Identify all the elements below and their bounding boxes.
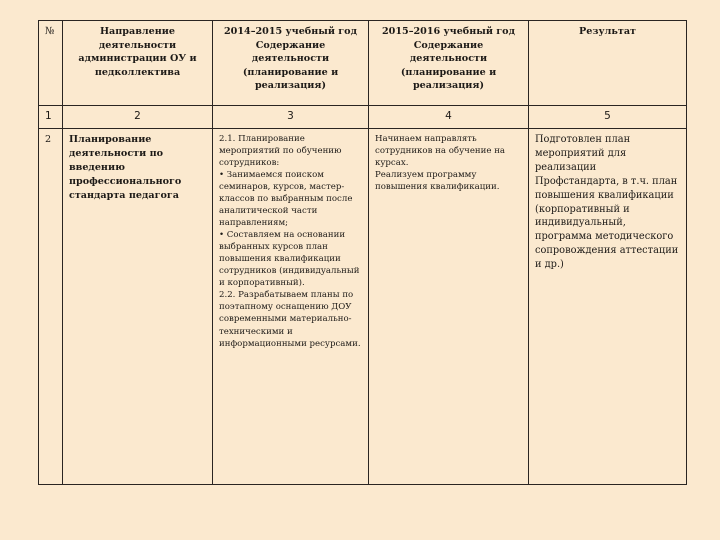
header-result: Результат bbox=[529, 21, 687, 106]
content-paragraph: Реализуем программу повышения квалификации. bbox=[375, 170, 500, 193]
row-2015-2016-content bbox=[369, 129, 529, 485]
row-number: 2 bbox=[39, 129, 63, 485]
row-2014-2015-content bbox=[213, 129, 369, 485]
header-year-2015-2016: 2015–2016 учебный год Содержание деятельности (планирование и реализация) bbox=[369, 21, 529, 106]
content-paragraph: • Составляем на основании выбранных курсов план повышения квалификации сотрудников (индивидуальный и корпоративный). bbox=[219, 230, 360, 289]
content-paragraph: 2.2. Разрабатываем планы по поэтапному оснащению ДОУ современными материально-техническими и информационными ресурсами. bbox=[219, 290, 361, 349]
content-paragraph: 2.1. Планирование мероприятий по обучению сотрудников: bbox=[219, 134, 342, 169]
column-number-4: 4 bbox=[369, 106, 529, 129]
table-row bbox=[39, 129, 687, 485]
table-header-row bbox=[39, 21, 687, 106]
document-sheet bbox=[38, 20, 686, 485]
column-number-1: 1 bbox=[39, 106, 63, 129]
content-paragraph: • Занимаемся поиском семинаров, курсов, мастер-классов по выбранным после аналитической части направлениям; bbox=[219, 170, 353, 229]
header-direction: Направление деятельности администрации ОУ и педколлектива bbox=[63, 21, 213, 106]
column-number-row bbox=[39, 106, 687, 129]
header-year-2014-2015: 2014–2015 учебный год Содержание деятельности (планирование и реализация) bbox=[213, 21, 369, 106]
column-number-2: 2 bbox=[63, 106, 213, 129]
row-result: Подготовлен план мероприятий для реализации Профстандарта, в т.ч. план повышения квалификации (корпоративный и индивидуальный, программа методического сопровождения аттестации и др.) bbox=[529, 129, 687, 485]
header-number: № bbox=[39, 21, 63, 106]
column-number-3: 3 bbox=[213, 106, 369, 129]
row-direction: Планирование деятельности по введению профессионального стандарта педагога bbox=[63, 129, 213, 485]
plan-table bbox=[38, 20, 687, 485]
content-paragraph: Начинаем направлять сотрудников на обучение на курсах. bbox=[375, 134, 506, 169]
column-number-5: 5 bbox=[529, 106, 687, 129]
